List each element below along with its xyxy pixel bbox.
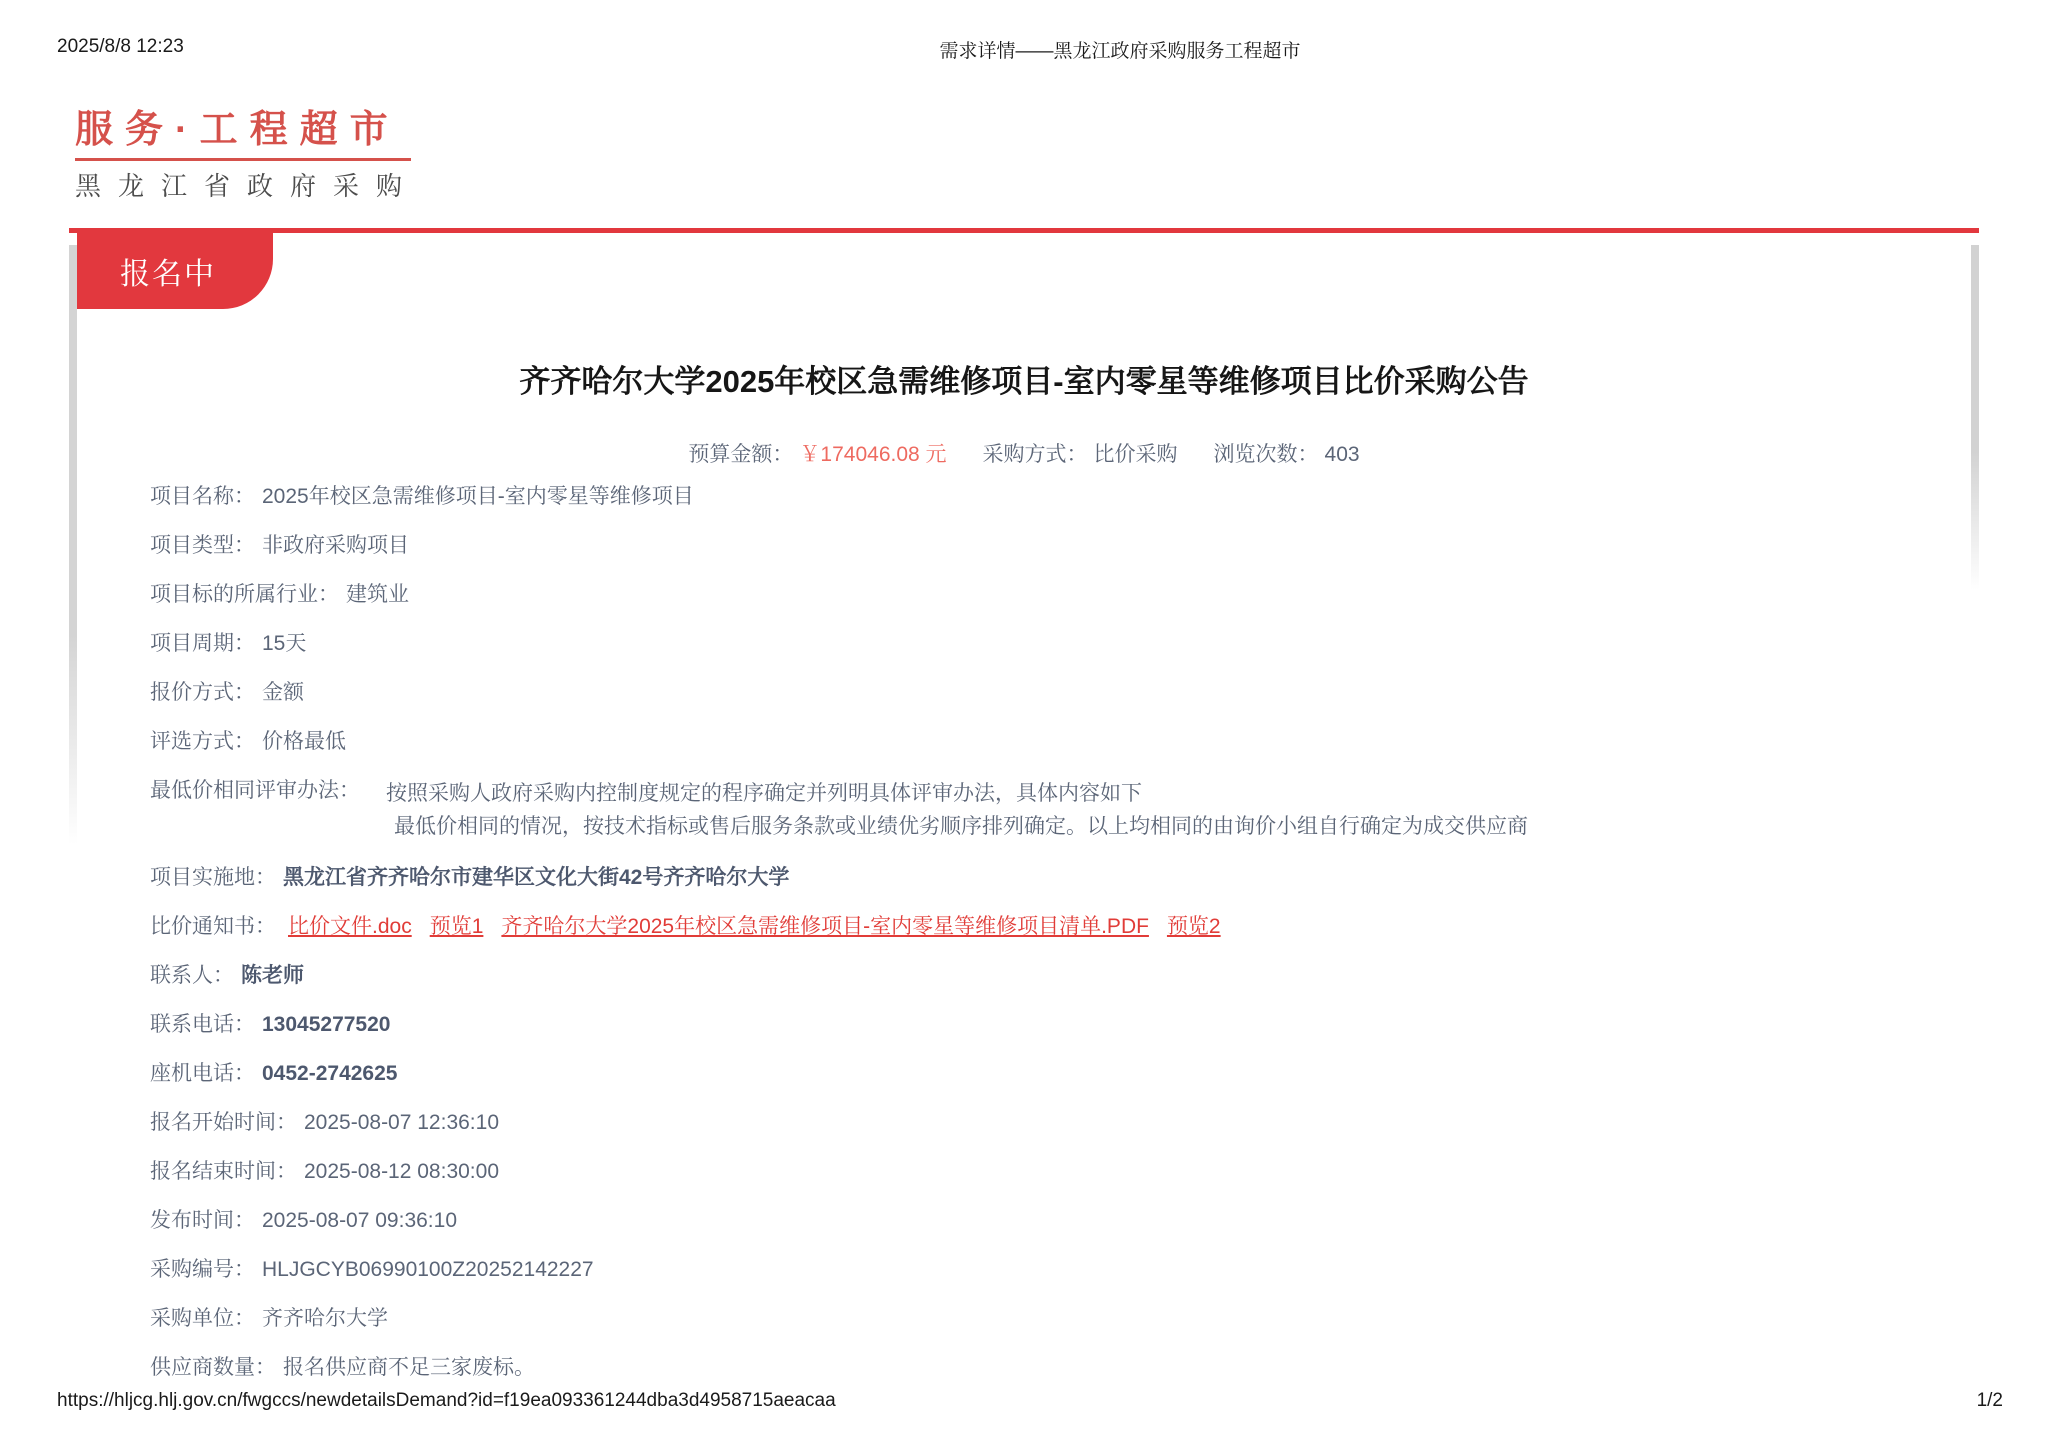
attachment-link-preview1[interactable]: 预览1 <box>429 915 484 938</box>
field-row-procurement-no <box>150 1256 1850 1284</box>
field-label: 项目标的所属行业： <box>150 583 339 606</box>
site-logo-main: 服务·工程超市 <box>75 109 400 151</box>
attachment-link-preview2[interactable]: 预览2 <box>1166 915 1221 938</box>
print-footer-url: https://hljcg.hlj.gov.cn/fwgccs/newdetailsDemand?id=f19ea093361244dba3d4958715aeacaa <box>57 1390 836 1411</box>
field-value: 15天 <box>262 632 307 655</box>
field-label: 报价方式： <box>150 681 255 704</box>
site-logo <box>75 108 419 201</box>
attachment-link-doc[interactable]: 比价文件.doc <box>288 915 412 938</box>
print-document-title: 需求详情——黑龙江政府采购服务工程超市 <box>939 41 1301 62</box>
field-label: 评选方式： <box>150 730 255 753</box>
budget-value: ￥174046.08 元 <box>799 443 947 466</box>
field-value: 2025年校区急需维修项目-室内零星等维修项目 <box>262 485 694 508</box>
field-label: 最低价相同评审办法： <box>150 779 360 802</box>
attachment-links <box>288 913 1221 941</box>
site-logo-underline <box>75 158 411 161</box>
method-group <box>983 438 1178 468</box>
field-label: 项目名称： <box>150 485 255 508</box>
field-label: 联系电话： <box>150 1013 255 1036</box>
field-value: 黑龙江省齐齐哈尔市建华区文化大街42号齐齐哈尔大学 <box>283 866 790 889</box>
field-row-selection-method <box>150 728 1850 756</box>
views-group <box>1214 438 1360 468</box>
field-label: 项目类型： <box>150 534 255 557</box>
attachment-link-pdf[interactable]: 齐齐哈尔大学2025年校区急需维修项目-室内零星等维修项目清单.PDF <box>501 915 1149 938</box>
field-value: 报名供应商不足三家废标。 <box>283 1356 535 1379</box>
field-value: 2025-08-07 12:36:10 <box>304 1111 499 1134</box>
field-row-duration <box>150 630 1850 658</box>
field-label: 发布时间： <box>150 1209 255 1232</box>
field-row-signup-end <box>150 1158 1850 1186</box>
field-value: 2025-08-12 08:30:00 <box>304 1160 499 1183</box>
scrollbar-thumb[interactable] <box>1971 245 1979 590</box>
field-label: 采购编号： <box>150 1258 255 1281</box>
field-label: 采购单位： <box>150 1307 255 1330</box>
field-row-project-name <box>150 483 1850 511</box>
field-value: 建筑业 <box>346 583 409 606</box>
field-label: 报名开始时间： <box>150 1111 297 1134</box>
field-value: 13045277520 <box>262 1013 391 1036</box>
field-row-project-type <box>150 532 1850 560</box>
field-list <box>150 483 1850 1403</box>
field-row-contact-phone <box>150 1011 1850 1039</box>
page-title: 齐齐哈尔大学2025年校区急需维修项目-室内零星等维修项目比价采购公告 <box>519 364 1529 399</box>
field-label: 报名结束时间： <box>150 1160 297 1183</box>
field-row-quote-method <box>150 679 1850 707</box>
field-label: 供应商数量： <box>150 1356 276 1379</box>
field-label: 座机电话： <box>150 1062 255 1085</box>
field-row-contact-person <box>150 962 1850 990</box>
field-label: 联系人： <box>150 964 234 987</box>
budget-label: 预算金额： <box>688 443 794 466</box>
red-divider-line <box>69 228 1979 233</box>
field-row-landline <box>150 1060 1850 1088</box>
print-footer-page-number: 1/2 <box>1976 1390 2003 1411</box>
meta-line <box>0 438 2048 468</box>
review-rule-line2: 最低价相同的情况，按技术指标或售后服务条款或业绩优劣顺序排列确定。以上均相同的由询价小组自行确定为成交供应商 <box>394 815 1528 838</box>
field-row-attachments <box>150 913 1850 941</box>
status-badge-label: 报名中 <box>120 258 216 291</box>
status-badge <box>77 233 273 309</box>
review-rule-line1: 按照采购人政府采购内控制度规定的程序确定并列明具体评审办法，具体内容如下 <box>386 782 1142 805</box>
print-datetime: 2025/8/8 12:23 <box>57 36 184 57</box>
left-edge-shadow <box>69 245 77 845</box>
field-value: 2025-08-07 09:36:10 <box>262 1209 457 1232</box>
field-row-signup-start <box>150 1109 1850 1137</box>
field-label: 项目周期： <box>150 632 255 655</box>
budget-group <box>688 438 946 468</box>
field-value: 陈老师 <box>241 964 304 987</box>
field-row-review-rule <box>150 777 1850 843</box>
field-row-industry <box>150 581 1850 609</box>
field-row-purchaser <box>150 1305 1850 1333</box>
field-value: 0452-2742625 <box>262 1062 398 1085</box>
field-value: HLJGCYB06990100Z20252142227 <box>262 1258 594 1281</box>
field-row-supplier-count <box>150 1354 1850 1382</box>
method-value: 比价采购 <box>1093 443 1178 466</box>
field-label: 项目实施地： <box>150 866 276 889</box>
field-value: 价格最低 <box>262 730 346 753</box>
field-row-publish-time <box>150 1207 1850 1235</box>
review-rule-text <box>386 777 1528 843</box>
views-value: 403 <box>1324 443 1360 466</box>
field-value: 非政府采购项目 <box>262 534 409 557</box>
field-label: 比价通知书： <box>150 915 276 938</box>
field-value: 金额 <box>262 681 304 704</box>
field-row-location <box>150 864 1850 892</box>
method-label: 采购方式： <box>982 443 1088 466</box>
site-logo-subtitle: 黑龙江省政府采购 <box>75 171 420 201</box>
views-label: 浏览次数： <box>1213 443 1319 466</box>
field-value: 齐齐哈尔大学 <box>262 1307 388 1330</box>
